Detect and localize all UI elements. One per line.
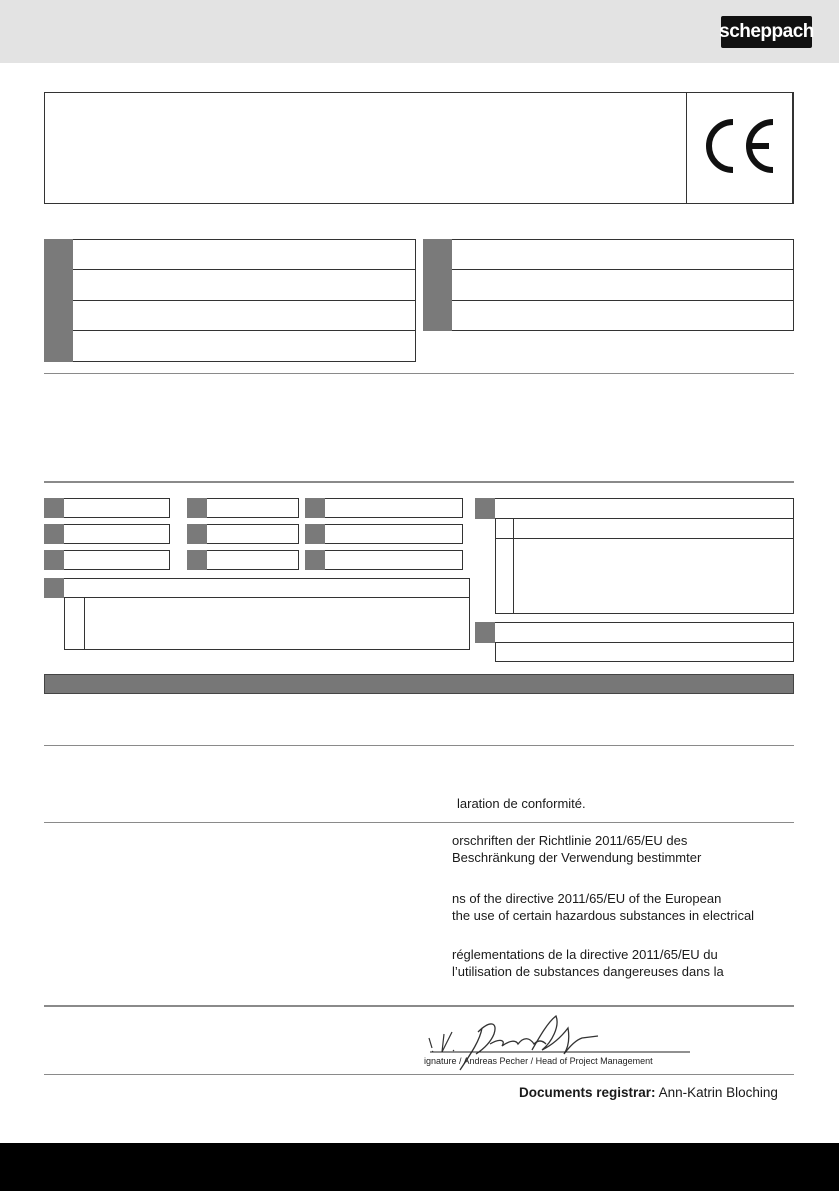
standards-header-bar: [44, 674, 794, 694]
directive-text-en-1: ns of the directive 2011/65/EU of the European: [452, 891, 722, 906]
divider-6: [44, 1074, 794, 1075]
directive-square-9: [305, 550, 325, 570]
registrar-label: Documents registrar:: [519, 1085, 656, 1100]
divider-5: [44, 1005, 794, 1007]
scheppach-logo: [721, 16, 812, 48]
directive-square-1: [44, 498, 64, 518]
language-field-2: [44, 269, 416, 301]
directive-square-8: [305, 524, 325, 544]
directive-text-fr-1: réglementations de la directive 2011/65/EU du: [452, 947, 718, 962]
directive-text-fr-2: l’utilisation de substances dangereuses dans la: [452, 964, 724, 979]
ce-mark-icon: [703, 116, 779, 176]
directive-block-indent-left: [84, 597, 85, 650]
language-square-4: [44, 330, 73, 362]
directive-block-indent-right: [513, 518, 514, 614]
directive-square-7: [305, 498, 325, 518]
directive-square-3: [44, 550, 64, 570]
language-field-7: [423, 300, 794, 331]
directive-block-square-right: [475, 498, 495, 519]
ce-mark-cell: [686, 92, 794, 204]
directive-field-8: [305, 524, 463, 544]
directive-block-row-right-1: [495, 518, 794, 539]
divider-2: [44, 481, 794, 483]
directive-square-5: [187, 524, 207, 544]
directive-block-row-right-3: [495, 642, 794, 662]
directive-block-row-right-2: [495, 538, 794, 614]
directive-square-6: [187, 550, 207, 570]
language-field-3: [44, 300, 416, 331]
directive-square-2: [44, 524, 64, 544]
language-field-5: [423, 239, 794, 270]
directive-block-square-left: [44, 578, 64, 598]
documents-registrar: [519, 1084, 778, 1101]
divider-4: [44, 822, 794, 823]
language-field-6: [423, 269, 794, 301]
signature-caption: ignature / Andreas Pecher / Head of Project Management: [424, 1056, 653, 1066]
footer-band: [0, 1143, 839, 1191]
language-square-7: [423, 300, 452, 331]
directive-field-7: [305, 498, 463, 518]
divider-3: [44, 745, 794, 746]
conformity-text: laration de conformité.: [457, 796, 586, 811]
directive-block-header-left: [44, 578, 470, 598]
language-field-4: [44, 330, 416, 362]
registrar-name: Ann-Katrin Bloching: [658, 1085, 778, 1100]
directive-field-9: [305, 550, 463, 570]
header-band: [0, 0, 839, 63]
logo-text: scheppach: [719, 21, 814, 42]
declaration-title-box: [44, 92, 794, 204]
language-square-5: [423, 239, 452, 270]
language-square-2: [44, 269, 73, 301]
directive-block-square-right-2: [475, 622, 495, 643]
directive-block-header-right-2: [475, 622, 794, 643]
divider-1: [44, 373, 794, 374]
directive-block-header-right: [475, 498, 794, 519]
language-field-1: [44, 239, 416, 270]
directive-block-body-left: [64, 597, 470, 650]
directive-square-4: [187, 498, 207, 518]
directive-text-de-2: Beschränkung der Verwendung bestimmter: [452, 850, 702, 865]
language-square-3: [44, 300, 73, 331]
directive-text-de-1: orschriften der Richtlinie 2011/65/EU des: [452, 833, 688, 848]
language-square-1: [44, 239, 73, 270]
directive-text-en-2: the use of certain hazardous substances in electrical: [452, 908, 755, 923]
language-square-6: [423, 269, 452, 301]
